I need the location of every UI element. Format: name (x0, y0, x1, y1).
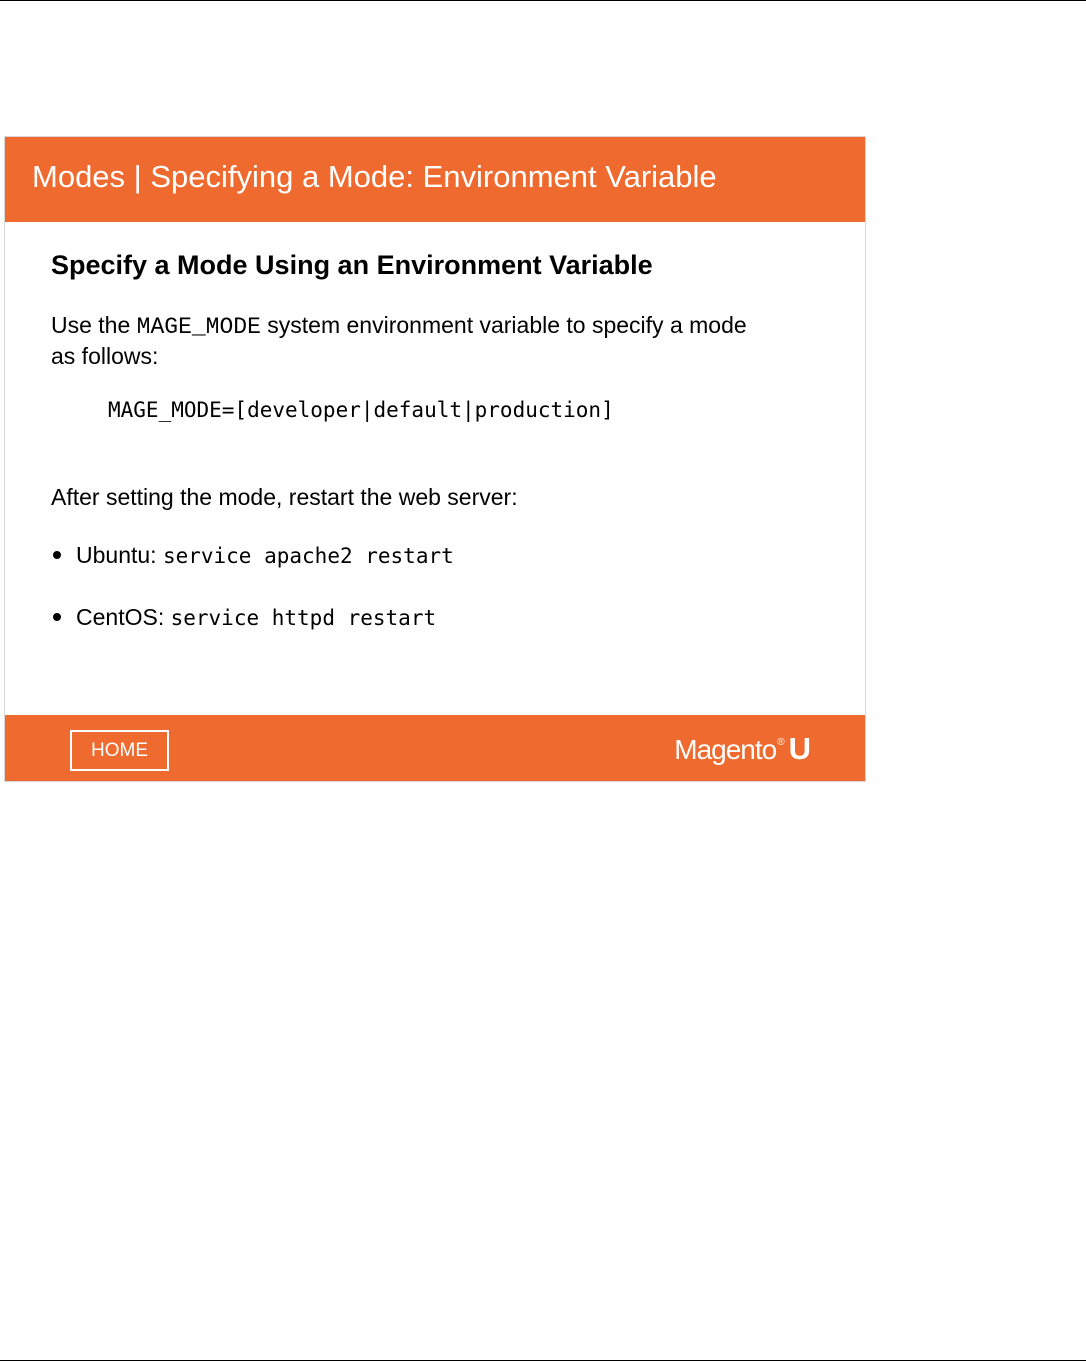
magento-u-logo (674, 731, 811, 767)
list-item-ubuntu (51, 540, 454, 570)
bullet-command: service httpd restart (170, 606, 437, 630)
section-heading: Specify a Mode Using an Environment Variable (51, 250, 653, 280)
slide-footer (5, 715, 865, 781)
home-button[interactable]: HOME (70, 730, 169, 771)
intro-paragraph (51, 311, 751, 371)
restart-instruction: After setting the mode, restart the web server: (51, 484, 518, 510)
intro-text-after: system environment variable to specify a mode as follows: (51, 312, 747, 369)
restart-commands-list (51, 540, 454, 632)
slide-header (5, 137, 865, 222)
bullet-label: Ubuntu: (76, 542, 157, 568)
list-item-centos (51, 602, 454, 632)
bullet-icon (53, 551, 61, 559)
intro-inline-code: MAGE_MODE (136, 314, 261, 340)
top-rule (0, 0, 1086, 1)
slide-body (51, 222, 845, 715)
slide-title: Modes | Specifying a Mode: Environment Variable (32, 159, 717, 194)
bottom-rule (0, 1360, 1086, 1361)
bullet-label: CentOS: (76, 604, 165, 630)
intro-text-before: Use the (51, 312, 137, 338)
slide (4, 136, 866, 782)
bullet-command: service apache2 restart (162, 544, 454, 568)
brand-trademark: ® (777, 737, 785, 748)
mage-mode-code-line: MAGE_MODE=[developer|default|production] (108, 398, 614, 422)
brand-u: U (788, 731, 811, 766)
bullet-icon (53, 613, 61, 621)
brand-word: Magento (674, 734, 777, 765)
